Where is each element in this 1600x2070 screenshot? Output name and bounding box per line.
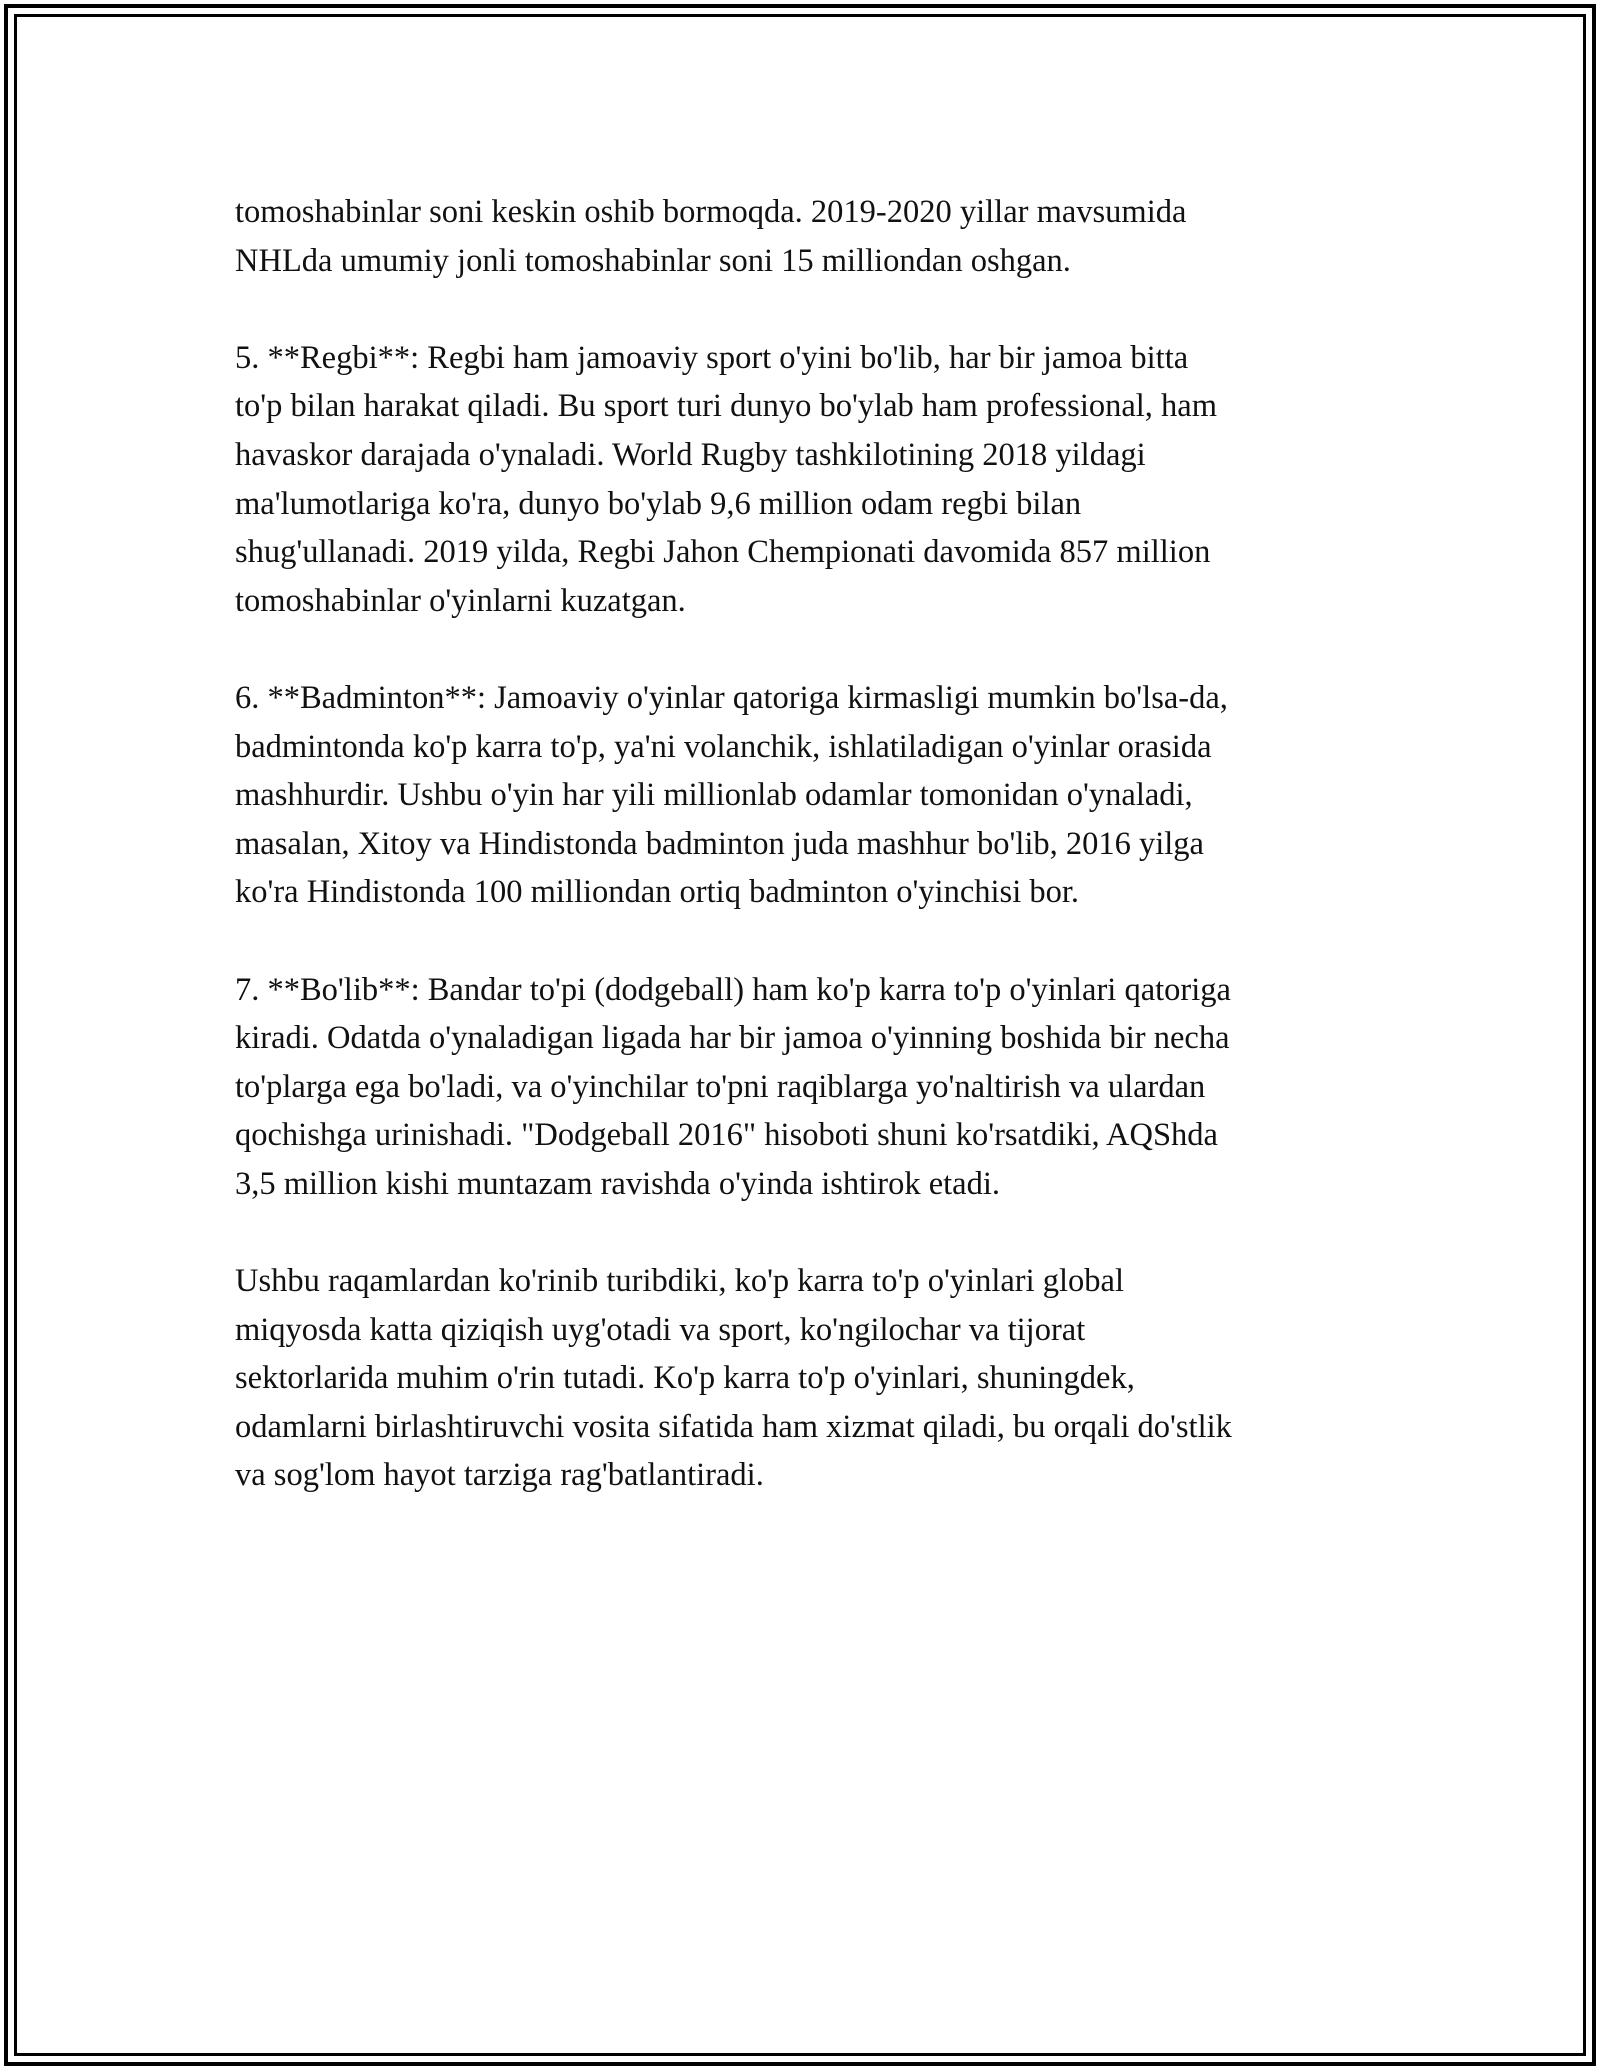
text-line: 6. **Badminton**: Jamoaviy o'yinlar qatoriga kirmasligi mumkin bo'lsa-da,	[235, 679, 1228, 716]
text-line: ma'lumotlariga ko'ra, dunyo bo'ylab 9,6 million odam regbi bilan	[235, 485, 1082, 522]
text-line: 5. **Regbi**: Regbi ham jamoaviy sport o'yini bo'lib, har bir jamoa bitta	[235, 339, 1189, 376]
paragraph-badminton	[235, 674, 1375, 917]
text-line: miqyosda katta qiziqish uyg'otadi va sport, ko'ngilochar va tijorat	[235, 1311, 1086, 1348]
text-line: sektorlarida muhim o'rin tutadi. Ko'p karra to'p o'yinlari, shuningdek,	[235, 1360, 1135, 1397]
text-line: odamlarni birlashtiruvchi vosita sifatida ham xizmat qiladi, bu orqali do'stlik	[235, 1408, 1232, 1445]
text-line: masalan, Xitoy va Hindistonda badminton juda mashhur bo'lib, 2016 yilga	[235, 825, 1204, 862]
paragraph-nhl-continuation	[235, 188, 1375, 285]
text-line: ko'ra Hindistonda 100 milliondan ortiq badminton o'yinchisi bor.	[235, 874, 1080, 911]
paragraph-conclusion	[235, 1257, 1375, 1500]
text-line: tomoshabinlar soni keskin oshib bormoqda. 2019-2020 yillar mavsumida	[235, 194, 1187, 230]
text-line: badmintonda ko'p karra to'p, ya'ni volanchik, ishlatiladigan o'yinlar orasida	[235, 728, 1212, 765]
text-line: va sog'lom hayot tarziga rag'batlantiradi.	[235, 1457, 764, 1494]
text-line: Ushbu raqamlardan ko'rinib turibdiki, ko'p karra to'p o'yinlari global	[235, 1263, 1124, 1300]
text-line: 7. **Bo'lib**: Bandar to'pi (dodgeball) ham ko'p karra to'p o'yinlari qatoriga	[235, 971, 1231, 1008]
text-line: 3,5 million kishi muntazam ravishda o'yinda ishtirok etadi.	[235, 1165, 1000, 1202]
text-line: tomoshabinlar o'yinlarni kuzatgan.	[235, 582, 686, 619]
text-line: kiradi. Odatda o'ynaladigan ligada har bir jamoa o'yinning boshida bir necha	[235, 1020, 1230, 1057]
text-line: havaskor darajada o'ynaladi. World Rugby tashkilotining 2018 yildagi	[235, 436, 1146, 473]
document-body	[235, 188, 1375, 1549]
paragraph-bolib	[235, 966, 1375, 1209]
text-line: to'p bilan harakat qiladi. Bu sport turi dunyo bo'ylab ham professional, ham	[235, 388, 1218, 425]
text-line: NHLda umumiy jonli tomoshabinlar soni 15 milliondan oshgan.	[235, 242, 1071, 279]
text-line: mashhurdir. Ushbu o'yin har yili millionlab odamlar tomonidan o'ynaladi,	[235, 777, 1193, 814]
text-line: shug'ullanadi. 2019 yilda, Regbi Jahon Chempionati davomida 857 million	[235, 534, 1211, 571]
paragraph-regbi	[235, 334, 1375, 626]
text-line: to'plarga ega bo'ladi, va o'yinchilar to'pni raqiblarga yo'naltirish va ulardan	[235, 1068, 1206, 1105]
text-line: qochishga urinishadi. "Dodgeball 2016" hisoboti shuni ko'rsatdiki, AQShda	[235, 1117, 1218, 1154]
